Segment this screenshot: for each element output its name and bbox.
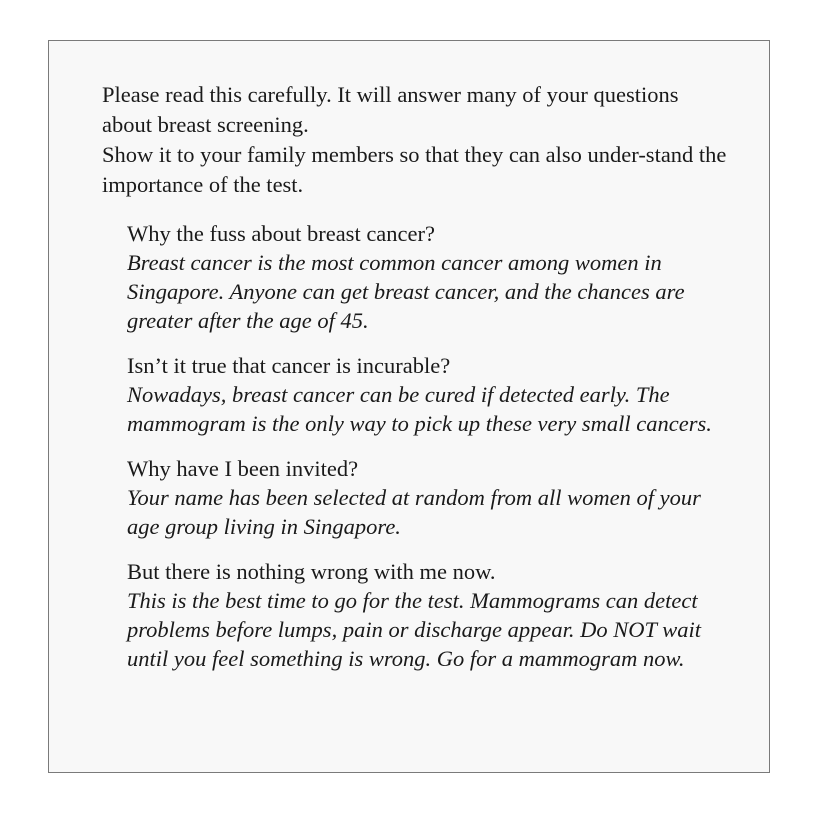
faq-item [127,557,737,673]
faq-answer: Your name has been selected at random from all women of your age group living in Singapore. [127,485,701,539]
faq-question: Why the fuss about breast cancer? [127,221,435,246]
faq-item [127,219,737,335]
faq-answer: This is the best time to go for the test. Mammograms can detect problems before lumps, pain or discharge appear. Do NOT wait until you feel something is wrong. Go for a mammogram now. [127,588,701,671]
leaflet-frame [48,40,770,773]
faq-answer: Breast cancer is the most common cancer among women in Singapore. Anyone can get breast cancer, and the chances are greater after the age of 45. [127,250,685,333]
faq-item [127,454,737,541]
faq-item [127,351,737,438]
intro-text [102,80,732,200]
faq-list [127,219,737,689]
intro-line-2: Show it to your family members so that they can also under-stand the importance of the test. [102,142,727,197]
faq-question: But there is nothing wrong with me now. [127,559,496,584]
faq-answer: Nowadays, breast cancer can be cured if detected early. The mammogram is the only way to pick up these very small cancers. [127,382,712,436]
faq-question: Isn’t it true that cancer is incurable? [127,353,451,378]
faq-question: Why have I been invited? [127,456,359,481]
intro-line-1: Please read this carefully. It will answer many of your questions about breast screening. [102,82,679,137]
